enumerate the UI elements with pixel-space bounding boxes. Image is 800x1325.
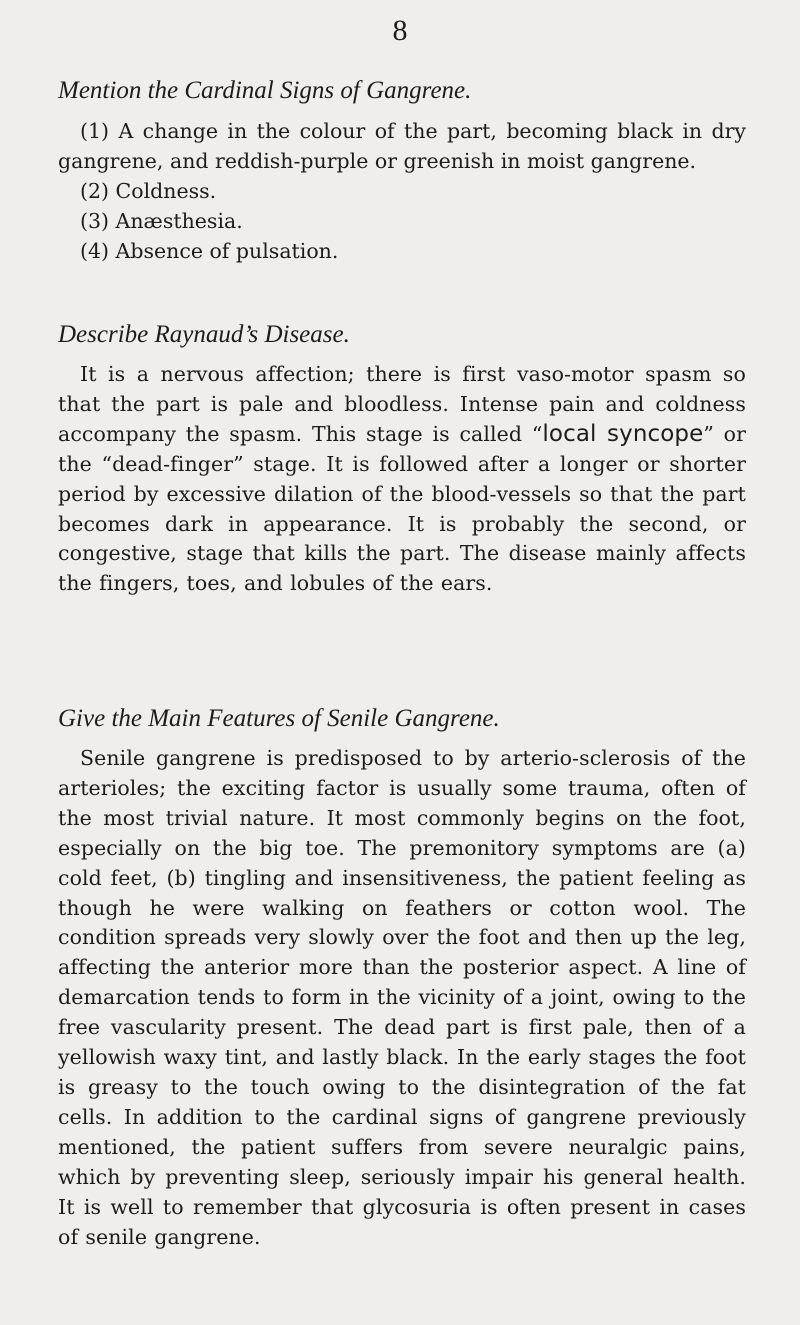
list-item: (2) Coldness. bbox=[80, 179, 217, 203]
list-item: (3) Anæsthesia. bbox=[80, 209, 243, 233]
emphasized-term: local syncope bbox=[542, 420, 704, 447]
section-heading: Mention the Cardinal Signs of Gangrene. bbox=[58, 77, 472, 104]
paragraph bbox=[58, 360, 746, 599]
paragraph-text: ” or the “dead-finger” stage. It is followed after a longer or shorter period by excessive dilation of the blood-vessels so that the part becomes dark in appearance. It is probably the second, or congestive, stage that kills the part. The disease mainly affects the fingers, toes, and lobules of the ears. bbox=[58, 421, 747, 596]
section-cardinal-signs bbox=[58, 76, 746, 266]
page-number: 8 bbox=[392, 14, 408, 47]
list-item: (4) Absence of pulsation. bbox=[80, 239, 339, 263]
section-heading: Give the Main Features of Senile Gangrene. bbox=[58, 705, 500, 732]
paragraph: Senile gangrene is predisposed to by arterio-sclerosis of the arterioles; the exciting factor is usually some trauma, often of the most trivial nature. It most commonly begins on the foot, especially on the big toe. The premonitory symptoms are (a) cold feet, (b) tingling and insensitiveness, the patient feeling as though he were walking on feathers or cotton wool. The condition spreads very slowly over the foot and then up the leg, affecting the anterior more than the posterior aspect. A line of demarcation tends to form in the vicinity of a joint, owing to the free vascularity present. The dead part is first pale, then of a yellowish waxy tint, and lastly black. In the early stages the foot is greasy to the touch owing to the disintegration of the fat cells. In addition to the cardinal signs of gangrene previously mentioned, the patient suffers from severe neuralgic pains, which by preventing sleep, seriously impair his general health. It is well to remember that glycosuria is often present in cases of senile gangrene. bbox=[58, 746, 746, 1249]
section-raynauds-disease bbox=[58, 320, 746, 599]
paragraph-text: It is a nervous affection; there is first vaso-motor spasm so that the part is pale and bloodless. Intense pain and coldness accompany the spasm. This stage is called “ bbox=[58, 362, 746, 446]
section-senile-gangrene bbox=[58, 704, 746, 1252]
signs-list bbox=[58, 116, 746, 266]
list-item: (1) A change in the colour of the part, becoming black in dry gangrene, and reddish-purple or greenish in moist gangrene. bbox=[58, 119, 746, 173]
section-heading: Describe Raynaud’s Disease. bbox=[58, 321, 350, 348]
